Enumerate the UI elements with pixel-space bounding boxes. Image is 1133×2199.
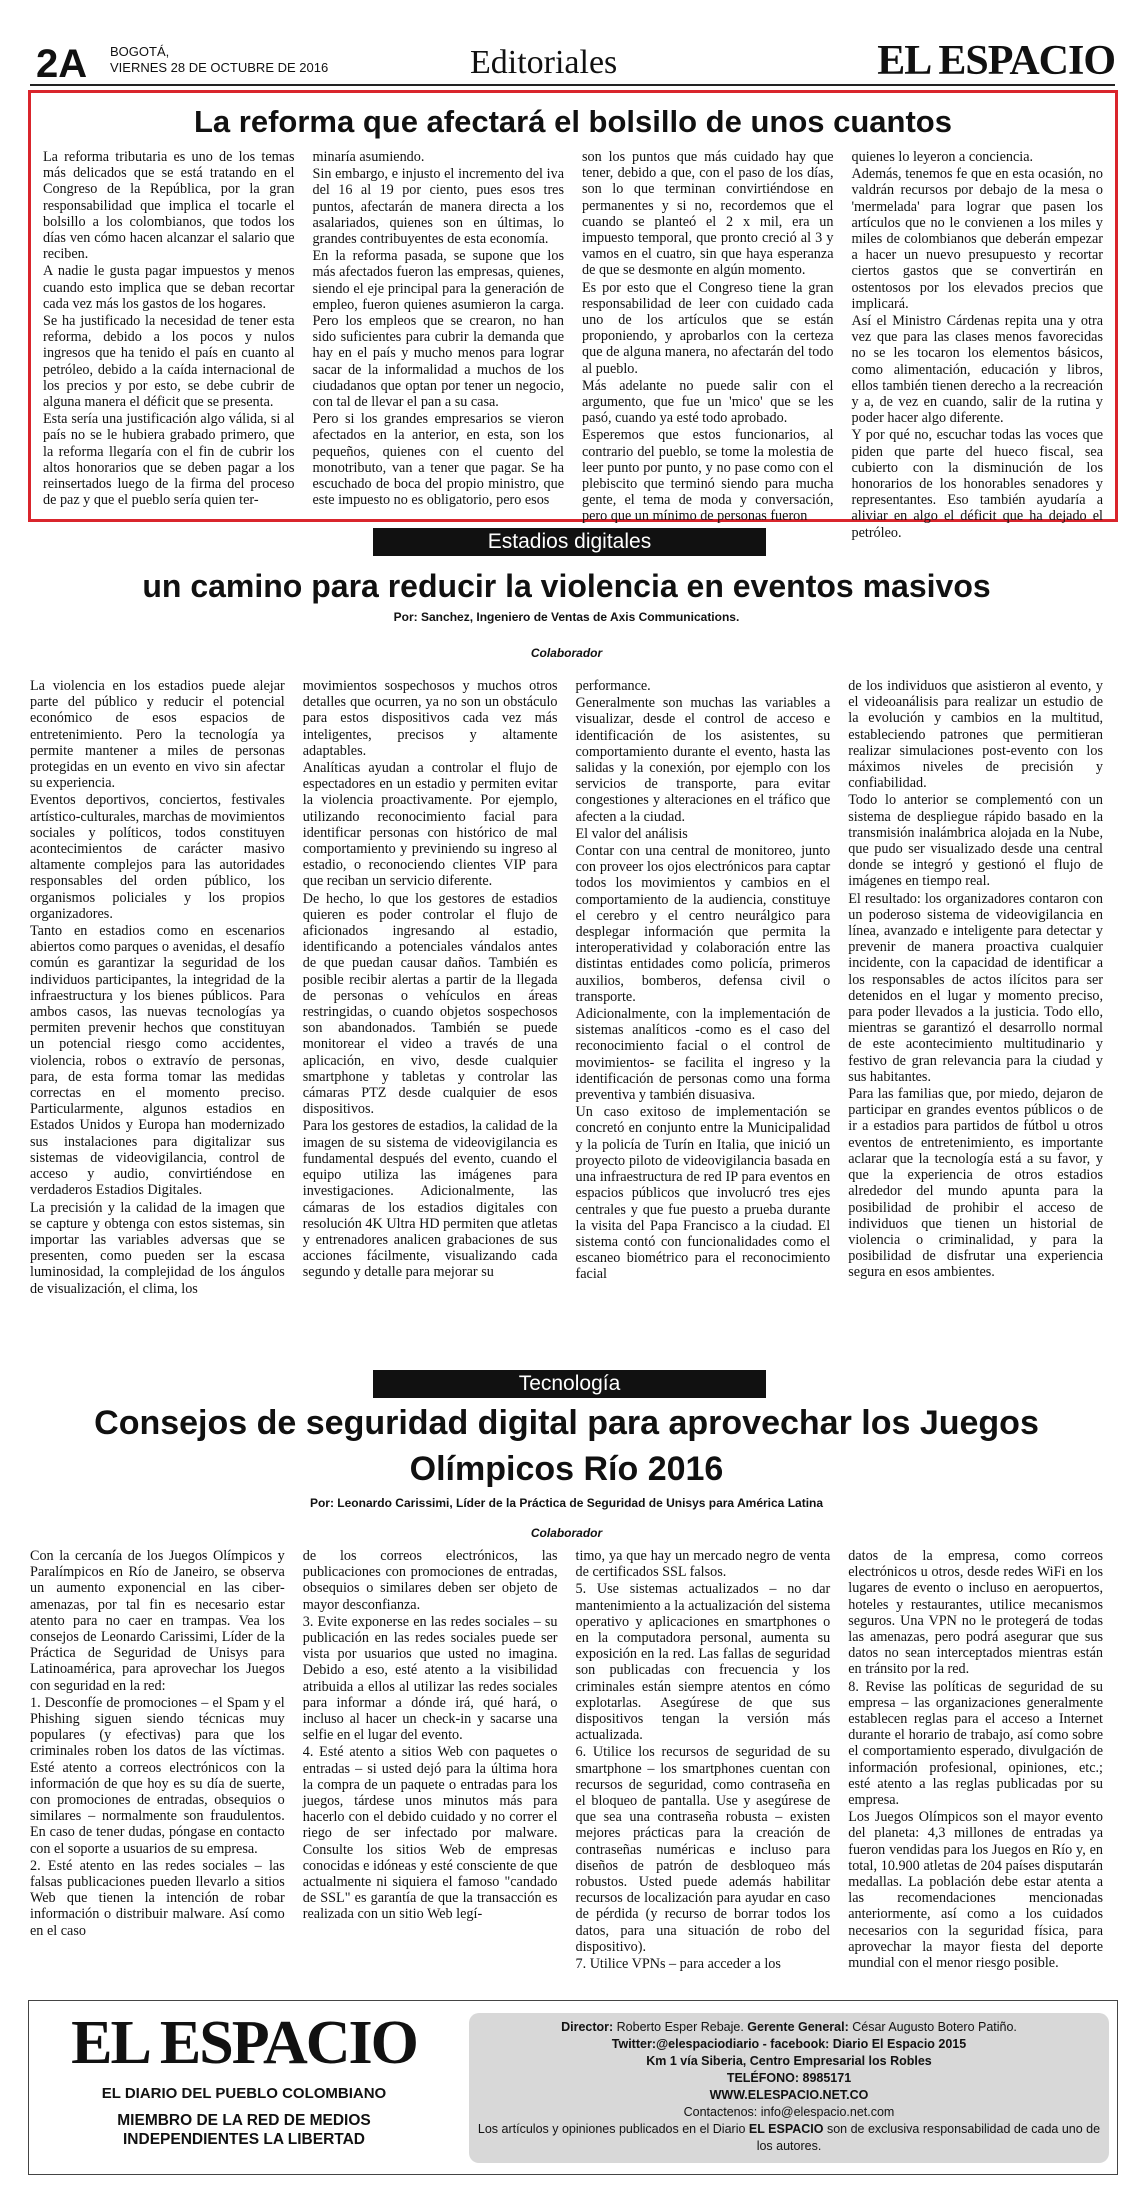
text-column-1 [30,1548,285,1988]
dateline [110,44,328,76]
paragraph: Sin embargo, e injusto el incremento del iva del 16 al 19 por ciento, pues esos tres puntos, afectarán de manera directa a los asalariados, quienes son en últimas, lo grandes contribuyentes de esta economía. [312,166,564,248]
paragraph: datos de la empresa, como correos electrónicos u otros, desde redes WiFi en los lugares de evento o incluso en aeropuertos, hoteles y restaurantes, utilice mecanismos seguros. Una VPN no le protegerá de todas las amenazas, pero podrá asegurar que sus datos no sean interceptados mientras están en tránsito por la red. [848,1548,1103,1678]
paragraph: Todo lo anterior se complementó con un sistema de despliegue rápido basado en la transmisión inalámbrica alojada en la Nube, que pudo ser visualizado desde una central donde se integró y gestionó el flujo de imágenes en tiempo real. [848,792,1103,890]
paragraph: quienes lo leyeron a conciencia. [851,149,1034,165]
headline-line-2: Olímpicos Río 2016 [409,1450,724,1488]
paragraph: Contar con una central de monitoreo, junto con proveer los ojos electrónicos para captar todos los movimientos y cambios en el comportamiento de la audiencia, constituye el cerebro y el centro neurálgico para desplegar información que permita la interoperatividad y colaboración entre las distintas entidades como policía, primeros auxilios, bomberos, defensa civil o transporte. [575,843,831,1005]
text-column-4 [852,149,1104,542]
paragraph: En la reforma pasada, se supone que los más afectados fueron las empresas, quienes, siendo el eje principal para la generación de empleo, fueron quienes asumieron la carga. Pero los empleos que se crearon, no han sido suficientes para cubrir la demanda que hay en el país y mucho menos para lograr sacar de la informalidad a muchos de los ciudadanos que optan por tener un negocio, con tal de llevar el pan a su casa. [312,248,564,411]
article-kicker: Colaborador [530,1526,603,1540]
article-columns [30,678,1103,1352]
publication-footer [28,2000,1118,2175]
paragraph: Así el Ministro Cárdenas repita una y otra vez que para las clases menos favorecidas no se les tocaron los elementos básicos, como alimentación, educación y libros, ellos también tienen derecho a la recreación y a, de vez en cuando, salir de la rutina y poder hacer algo diferente. [851,313,1103,427]
article-byline: Por: Leonardo Carissimi, Líder de la Práctica de Seguridad de Unisys para América Latina [309,1496,824,1510]
footer-brand-block [29,2001,459,2174]
paragraph: 7. Utilice VPNs – para acceder a los [575,1956,781,1973]
footer-tagline: EL DIARIO DEL PUEBLO COLOMBIANO [101,2085,387,2102]
paragraph: La violencia en los estadios puede alejar parte del público y reducir el potencial económico de esos espacios de entretenimiento. Pero la tecnología ya permite mantener a miles de personas protegidas en un evento en vivo sin afectar su experiencia. [30,678,285,792]
credits-website[interactable]: WWW.ELESPACIO.NET.CO [709,2088,869,2102]
newspaper-logo: EL ESPACIO [877,38,1115,84]
credits-disclaimer [469,2121,1109,2155]
paragraph: Adicionalmente, con la implementación de sistemas analíticos -como es el caso del reconocimiento facial o el control de movimientos- se facilita el ingreso y la identificación de personas como una forma preventiva y también disuasiva. [575,1006,831,1104]
editorial-title: La reforma que afectará el bolsillo de unos cuantos [194,104,952,139]
text-column-2 [303,678,558,1352]
paragraph: Analíticas ayudan a controlar el flujo de espectadores en un estadio y permiten evitar la violencia proactivamente. Por ejemplo, utilizando reconocimiento facial para identificar personas con histórico de mal comportamiento y previniendo su ingreso al estadio, o reconociendo clientes VIP para que reciban un servicio diferente. [302,760,558,890]
dateline-date: VIERNES 28 DE OCTUBRE DE 2016 [110,60,329,75]
section-banner-estadios: Estadios digitales [373,528,766,556]
disclaimer-pre: Los artículos y opiniones publicados en el Diario [477,2122,746,2136]
paragraph: performance. [575,678,651,694]
paragraph: Se ha justificado la necesidad de tener esta reforma, debido a los pocos y nulos ingresos que ha tenido el país en cuanto al petróleo, debido a la caída internacional de los precios y por esto, se debe cubrir de alguna manera el déficit que se presenta. [43,313,295,411]
paragraph: Esperemos que estos funcionarios, al contrario del pueblo, se tome la molestia de leer punto por punto, y no pase como con el plebiscito que terminó siendo para mucha gente, el tema de moda y conversación, pero que un mínimo de personas fueron [582,427,834,525]
footer-member-line-1: MIEMBRO DE LA RED DE MEDIOS [117,2112,371,2129]
paragraph: Es por esto que el Congreso tiene la gran responsabilidad de leer con cuidado cada uno de los artículos que se están proponiendo, y aprobarlos con la certeza que de alguna manera, no afectarán del todo al pueblo. [582,279,834,377]
editorial-columns [43,149,1103,542]
disclaimer-post: son de exclusiva responsabilidad de cada uno de los autores. [756,2122,1101,2153]
article-body-estadios [30,678,1103,1352]
text-column-2 [303,1548,558,1988]
paragraph: 3. Evite exponerse en las redes sociales – su publicación en las redes sociales puede ser vista por usuarios que usted no imagina. Debido a eso, esté atento a la visibilidad atribuida a ellos al utilizar las redes sociales para informar a dónde irá, qué hará, o incluso al hacer un check-in y sacarse una selfie en el lugar del evento. [302,1613,558,1744]
paragraph: Pero si los grandes empresarios se vieron afectados en la anterior, en esta, son los pequeños, quienes con el cuento del monotributo, van a tener que pagar. Se ha escuchado de boca del propio ministro, que este impuesto no es obligatorio, pero esos [312,411,564,509]
credits-phone: TELÉFONO: 8985171 [726,2071,852,2085]
credits-address: Km 1 vía Siberia, Centro Empresarial los Robles [646,2054,932,2068]
paragraph: A nadie le gusta pagar impuestos y menos cuando esto implica que se deban recortar cada vez más los gastos de los hogares. [43,263,295,312]
paragraph: La reforma tributaria es uno de los temas más delicados que se está tratando en el Congreso de la República, por la gran responsabilidad que implica el tocarle el bolsillo a los colombianos, que todos los días ven cómo hacen alcanzar el salario que reciben. [43,149,295,263]
credits-staff [469,2019,1109,2036]
paragraph: movimientos sospechosos y muchos otros detalles que ocurren, ya no son un obstáculo para estos dispositivos cada vez más inteligentes, precisos y altamente adaptables. [302,678,558,759]
article-headline [30,1400,1103,1492]
text-column-3 [582,149,834,542]
gerente-label: Gerente General: [747,2020,849,2034]
paragraph: De hecho, lo que los gestores de estadios quieren es poder controlar el flujo de aficionados ingresando al estadio, identificando a potenciales vándalos antes de que puedan causar daños. También es posible recibir alertas a partir de la llegada de personas o vehículos en áreas restringidas, o cuando objetos sospechosos son abandonados. También se puede monitorear el video a través de una aplicación, en vivo, desde cualquier smartphone y tabletas y controlar las cámaras PTZ desde cualquier de esos dispositivos. [302,890,558,1118]
page-number: 2A [36,42,88,86]
text-column-1 [30,678,285,1352]
credits-contact[interactable]: Contactenos: info@elespacio.net.com [683,2105,895,2119]
credits-social: Twitter:@elespaciodiario - facebook: Diario El Espacio 2015 [611,2037,967,2051]
paragraph: Para los gestores de estadios, la calidad de la imagen de su sistema de videovigilancia es fundamental después del evento, cuando el equipo utiliza las imágenes para investigaciones. Adicionalmente, las cámaras de los estadios digitales con resolución 4K Ultra HD permiten que atletas y entrenadores analicen grabaciones de sus acciones fácilmente, visualizando cada segundo y detalle para mejorar su [302,1118,558,1281]
paragraph: de los correos electrónicos, las publicaciones con promociones de entradas, obsequios o similares deben ser objeto de mayor desconfianza. [302,1548,558,1613]
article-kicker: Colaborador [530,646,603,660]
article-body-seguridad [30,1548,1103,1988]
paragraph: Eventos deportivos, conciertos, festivales artístico-culturales, marchas de movimientos sociales y políticos, todos constituyen acontecimientos de carácter masivo altamente complejos para las autoridades responsables del orden público, los organismos policiales y los propios organizadores. [30,792,285,922]
paragraph: Tanto en estadios como en escenarios abiertos como parques o avenidas, el desafío común es garantizar la seguridad de los individuos participantes, la integridad de la infraestructura y los bienes públicos. Para ambos casos, las nuevas tecnologías ya permiten prevenir hechos que constituyan un potencial riesgo como accidentes, violencia, robos o extravío de personas, para, de esta forma tomar las medidas correctas en el momento preciso. Particularmente, algunos estadios en Estados Unidos y Europa han modernizado sus instalaciones para digitalizar sus sistemas de videovigilancia, control de acceso y audio, convirtiéndose en verdaderos Estadios Digitales. [30,923,285,1199]
paragraph: Los Juegos Olímpicos son el mayor evento del planeta: 4,3 millones de entradas ya fueron vendidas para los Juegos en Río y, en total, 10.900 atletas de 204 países disputarán medallas. La población debe estar atenta a las recomendaciones mencionadas anteriormente, así como a los cuidados necesarios con la seguridad física, para aprovechar la mayor fiesta del deporte mundial con el menor riesgo posible. [848,1809,1103,1972]
text-column-1 [43,149,295,542]
article-byline: Por: Sanchez, Ingeniero de Ventas de Axis Communications. [393,610,740,624]
paragraph: minaría asumiendo. [312,149,425,165]
text-column-4 [848,1548,1103,1988]
paragraph: Y por qué no, escuchar todas las voces que piden que parte del hueco fiscal, sea cubierto con la disminución de los honorarios de los honorables senadores y representantes. Eso también ayudaría a aliviar en algo el déficit que ha dejado el petróleo. [851,427,1103,541]
paragraph: Más adelante no puede salir con el argumento, que fue un 'mico' que se les pasó, cuando ya esté todo aprobado. [582,377,834,427]
paragraph: timo, ya que hay un mercado negro de venta de certificados SSL falsos. [575,1548,831,1581]
paragraph: 8. Revise las políticas de seguridad de su empresa – las organizaciones generalmente establecen reglas para el acceso a Internet durante el horario de trabajo, así como sobre el comportamiento esperado, divulgación de información profesional, opiniones, etc.; esté atento a las reglas publicadas por su empresa. [848,1678,1103,1809]
section-title: Editoriales [470,44,618,81]
disclaimer-brand: EL ESPACIO [748,2122,824,2136]
paragraph: Un caso exitoso de implementación se concretó en conjunto entre la Municipalidad y la policía de Turín en Italia, que inició un proyecto piloto de videovigilancia basada en una infraestructura de red IP para eventos en espacios públicos que involucró tres ejes centrales y que fue puesto a prueba durante la visita del Papa Francisco a la ciudad. El sistema contó con funcionalidades como el escaneo biométrico para el reconocimiento facial [575,1104,831,1283]
paragraph: El resultado: los organizadores contaron con un poderoso sistema de videovigilancia en línea, avanzado e inteligente para detectar y prevenir de manera proactiva cualquier incidente, con la capacidad de identificar a los responsables de actos ilícitos para ser detenidos en el lugar y momento preciso, para poder llevados a la justicia. Todo ello, mientras se garantizó el desarrollo normal de este acontecimiento multitudinario y festivo de gran relevancia para la ciudad y sus habitantes. [848,890,1103,1085]
page-header [30,40,1115,86]
paragraph: Esta sería una justificación algo válida, si al país no se le hubiera grabado primero, que la reforma llegaría con el fin de cubrir los altos honorarios que se deben pagar a los reinsertados luego de la firma del proceso de paz y que el pueblo sería quien ter- [43,411,295,509]
footer-credits-box [469,2013,1109,2163]
article-columns [30,1548,1103,1988]
paragraph: 2. Esté atento en las redes sociales – las falsas publicaciones pueden llevarlo a sitios Web que tienen la intención de robar información o distribuir malware. Así como en el caso [30,1857,285,1939]
headline-line-1: Consejos de seguridad digital para aprovechar los Juegos [94,1404,1039,1442]
paragraph: Generalmente son muchas las variables a visualizar, desde el control de acceso e identificación de los asistentes, su comportamiento durante el evento, hasta las salidas y la conexión, por ejemplo con los servicios de transporte, para evitar congestiones y alteraciones en el tráfico que afecten a la ciudad. [575,695,831,825]
director-name: Roberto Esper Rebaje. [616,2020,744,2034]
article-headline: un camino para reducir la violencia en eventos masivos [142,568,991,604]
text-column-3 [576,1548,831,1988]
paragraph: El valor del análisis [575,825,688,842]
footer-logo: EL ESPACIO [71,2009,417,2077]
text-column-4 [848,678,1103,1352]
paragraph: 1. Desconfíe de promociones – el Spam y el Phishing siguen siendo técnicas muy populares (y efectivas) para que los criminales roben los datos de las víctimas. Esté atento a correos electrónicos con la información de que hoy es su día de suerte, con promociones de entradas, obsequios o similares – normalmente son fraudulentos. En caso de tener dudas, póngase en contacto con el soporte a usuarios de su empresa. [30,1694,285,1857]
dateline-city: BOGOTÁ, [110,44,170,59]
section-banner-tecnologia: Tecnología [373,1370,766,1398]
paragraph: de los individuos que asistieron al evento, y el videoanálisis para realizar un estudio de la evolución y cambios en la multitud, estableciendo patrones que permitieran realizar simulaciones post-evento con los máximos niveles de precisión y confiabilidad. [848,678,1103,792]
paragraph: 4. Esté atento a sitios Web con paquetes o entradas – si usted dejó para la última hora la compra de un paquete o entradas para los juegos, tárdese unos minutos más para hacerlo con el debido cuidado y no correr el riego de ser infectado por malware. Consulte los sitios Web de empresas conocidas e idóneas y esté consciente de que actualmente ni siquiera el famoso "candado de SSL" es garantía de que la transacción es realizada con un sitio Web legí- [302,1744,558,1923]
paragraph: 6. Utilice los recursos de seguridad de su smartphone – los smartphones cuentan con recursos de seguridad, como contraseña en el bloqueo de pantalla. Use y asegúrese de que sea una contraseña robusta – existen mejores prácticas para la creación de contraseñas numéricas e incluso para diseños de patrón de desbloqueo más robustos. Usted puede además habilitar recursos de localización para ayudar en caso de pérdida (y recurso de borrar todos los datos, para una situación de robo del dispositivo). [575,1744,831,1955]
text-column-3 [576,678,831,1352]
footer-member-line-2: INDEPENDIENTES LA LIBERTAD [123,2131,365,2148]
paragraph: son los puntos que más cuidado hay que tener, debido a que, con el paso de los días, son lo que terminan convirtiéndose en permanentes y si no, recordemos que el cuando se planteó el 2 x mil, era un impuesto temporal, que pronto creció al 3 y vamos en el cuatro, sin que haya esperanza de que se desmonte en algún momento. [582,149,834,279]
editorial-box [28,90,1118,541]
paragraph: Con la cercanía de los Juegos Olímpicos y Paralímpicos en Río de Janeiro, se observa un aumento exponencial en las ciber-amenazas, por tal fin es necesario estar atento para no caer en trampas. Vea los consejos de Leonardo Carissimi, Líder de la Práctica de Seguridad de Unisys para Latinoamérica, para aprovechar los Juegos con seguridad en la red: [30,1548,285,1694]
paragraph: 5. Use sistemas actualizados – no dar mantenimiento a la actualización del sistema operativo y aplicaciones en smartphones o en la computadora personal, aumenta su exposición en la red. Las fallas de seguridad son publicadas con frecuencia y los criminales están siempre atentos en cómo explotarlas. Asegúrese de que sus dispositivos tengan la versión más actualizada. [575,1581,831,1744]
paragraph: La precisión y la calidad de la imagen que se capture y obtenga con estos sistemas, sin importar las variables adversas que se presenten, como pueden ser la escasa luminosidad, la complejidad de los ángulos de visualización, el clima, los [30,1199,285,1297]
director-label: Director: [561,2020,614,2034]
text-column-2 [313,149,565,542]
gerente-name: César Augusto Botero Patiño. [852,2020,1017,2034]
paragraph: Para las familias que, por miedo, dejaron de participar en grandes eventos públicos o de ir a estadios para partidos de fútbol u otros eventos de entretenimiento, es importante aclarar que la tecnología está a su favor, y que la experiencia de otros estadios alrededor del mundo apunta para la posibilidad de prohibir el acceso de individuos que tienen un historial de violencia o criminalidad, y para la posibilidad de disfrutar una experiencia segura en esos ambientes. [848,1086,1103,1281]
paragraph: Además, tenemos fe que en esta ocasión, no valdrán recursos por debajo de la mesa o 'mermelada' para lograr que pasen los artículos que no le convienen a los miles y miles de colombianos que deberán empezar a hacer un nuevo presupuesto y recortar ciertos gastos que se convertirán en ostentosos por los elevados precios que implicará. [851,166,1103,312]
